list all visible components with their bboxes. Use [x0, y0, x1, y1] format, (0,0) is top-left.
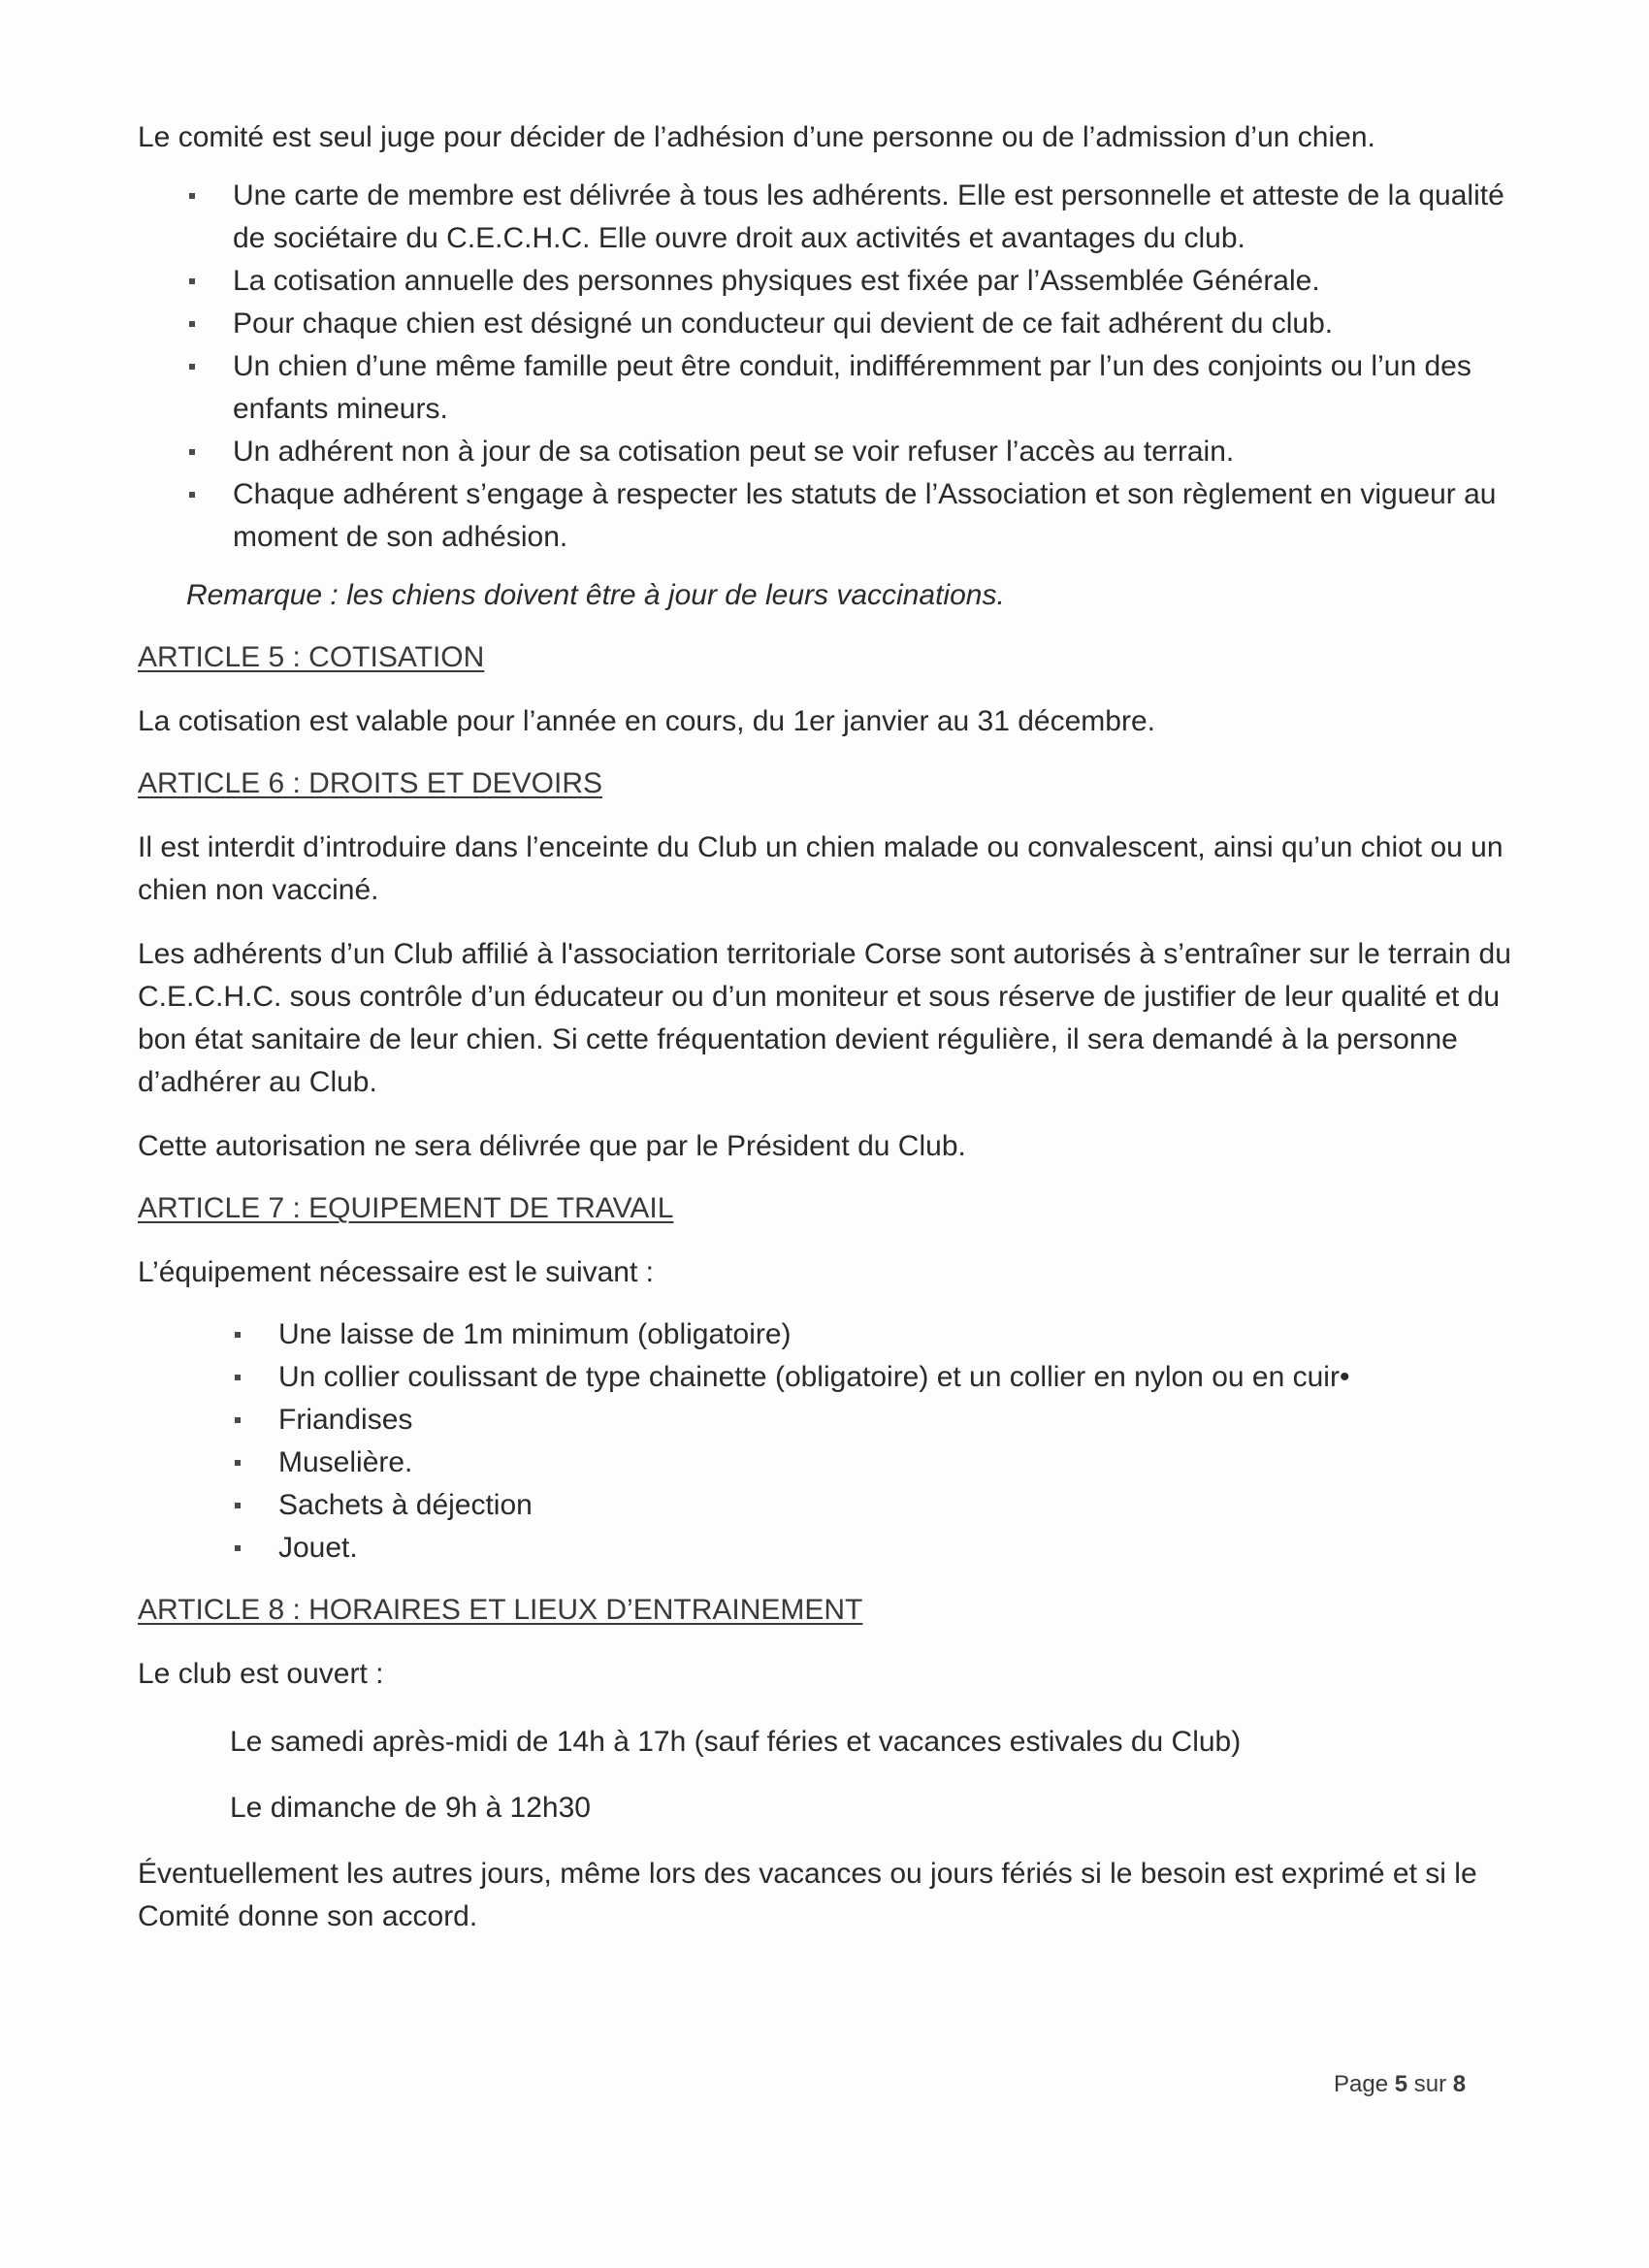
vaccination-remark: Remarque : les chiens doivent être à jour de leurs vaccinations.	[186, 579, 1005, 611]
other-days-paragraph: Éventuellement les autres jours, même lors des vacances ou jours fériés si le besoin est exprimé et si le Comité donne son accord.	[138, 1858, 1477, 1932]
page-content	[138, 116, 1515, 1938]
list-item-text: Muselière.	[278, 1446, 413, 1478]
article7-intro: L’équipement nécessaire est le suivant :	[138, 1256, 654, 1288]
square-bullet-icon	[189, 364, 195, 370]
page-number-total: 8	[1452, 2071, 1467, 2097]
square-bullet-icon	[235, 1545, 241, 1551]
equipment-list	[138, 1313, 1515, 1570]
sunday-hours: Le dimanche de 9h à 12h30	[230, 1792, 591, 1824]
list-item-text: Friandises	[278, 1404, 413, 1436]
square-bullet-icon	[235, 1460, 241, 1466]
list-item	[278, 1442, 1515, 1484]
list-item-text: Une carte de membre est délivrée à tous les adhérents. Elle est personnelle et atteste de la qualité de sociétaire du C.E.C.H.C. Elle ouvre droit aux activités et avantages du club.	[233, 179, 1504, 254]
list-item	[278, 1356, 1515, 1399]
list-item	[278, 1313, 1515, 1356]
square-bullet-icon	[235, 1332, 241, 1338]
list-item	[233, 175, 1515, 260]
list-item	[233, 260, 1515, 303]
square-bullet-icon	[235, 1417, 241, 1423]
square-bullet-icon	[189, 193, 195, 199]
list-item	[233, 431, 1515, 473]
article8-intro: Le club est ouvert :	[138, 1658, 384, 1690]
page-number-current: 5	[1394, 2071, 1408, 2097]
list-item	[233, 345, 1515, 431]
list-item-text: Sachets à déjection	[278, 1489, 533, 1521]
list-item	[278, 1527, 1515, 1570]
article6-heading: ARTICLE 6 : DROITS ET DEVOIRS	[138, 767, 603, 799]
square-bullet-icon	[235, 1503, 241, 1508]
article6-paragraph-1: Il est interdit d’introduire dans l’enceinte du Club un chien malade ou convalescent, ainsi qu’un chiot ou un chien non vacciné.	[138, 831, 1504, 906]
list-item	[233, 303, 1515, 345]
square-bullet-icon	[189, 321, 195, 327]
article7-heading: ARTICLE 7 : EQUIPEMENT DE TRAVAIL	[138, 1192, 674, 1224]
square-bullet-icon	[235, 1375, 241, 1380]
list-item	[278, 1484, 1515, 1527]
list-item-text: Un collier coulissant de type chainette (obligatoire) et un collier en nylon ou en cuir•	[278, 1361, 1350, 1393]
list-item-text: La cotisation annuelle des personnes physiques est fixée par l’Assemblée Générale.	[233, 265, 1320, 297]
list-item-text: Chaque adhérent s’engage à respecter les statuts de l’Association et son règlement en vigueur au moment de son adhésion.	[233, 478, 1497, 553]
list-item	[278, 1399, 1515, 1442]
list-item-text: Un chien d’une même famille peut être conduit, indifféremment par l’un des conjoints ou l’un des enfants mineurs.	[233, 350, 1471, 425]
list-item-text: Un adhérent non à jour de sa cotisation peut se voir refuser l’accès au terrain.	[233, 436, 1235, 468]
list-item	[233, 473, 1515, 559]
list-item-text: Jouet.	[278, 1532, 358, 1564]
article8-heading: ARTICLE 8 : HORAIRES ET LIEUX D’ENTRAINEMENT	[138, 1594, 863, 1626]
membership-list	[138, 175, 1515, 559]
square-bullet-icon	[189, 278, 195, 284]
list-item-text: Pour chaque chien est désigné un conducteur qui devient de ce fait adhérent du club.	[233, 308, 1334, 340]
square-bullet-icon	[189, 449, 195, 455]
article6-paragraph-2: Les adhérents d’un Club affilié à l'association territoriale Corse sont autorisés à s’entraîner sur le terrain du C.E.C.H.C. sous contrôle d’un éducateur ou d’un moniteur et sous réserve de justifier de leur qualité et du bon état sanitaire de leur chien. Si cette fréquentation devient régulière, il sera demandé à la personne d’adhérer au Club.	[138, 938, 1511, 1098]
article5-text: La cotisation est valable pour l’année en cours, du 1er janvier au 31 décembre.	[138, 705, 1155, 737]
intro-paragraph: Le comité est seul juge pour décider de l’adhésion d’une personne ou de l’admission d’un chien.	[138, 121, 1375, 153]
article6-paragraph-3: Cette autorisation ne sera délivrée que par le Président du Club.	[138, 1130, 966, 1162]
page-number	[1334, 2071, 1466, 2098]
list-item-text: Une laisse de 1m minimum (obligatoire)	[278, 1318, 792, 1350]
page-number-middle: sur	[1413, 2071, 1447, 2097]
square-bullet-icon	[189, 492, 195, 498]
saturday-hours: Le samedi après-midi de 14h à 17h (sauf féries et vacances estivales du Club)	[230, 1726, 1242, 1758]
article5-heading: ARTICLE 5 : COTISATION	[138, 641, 485, 673]
page-number-prefix: Page	[1334, 2071, 1389, 2097]
